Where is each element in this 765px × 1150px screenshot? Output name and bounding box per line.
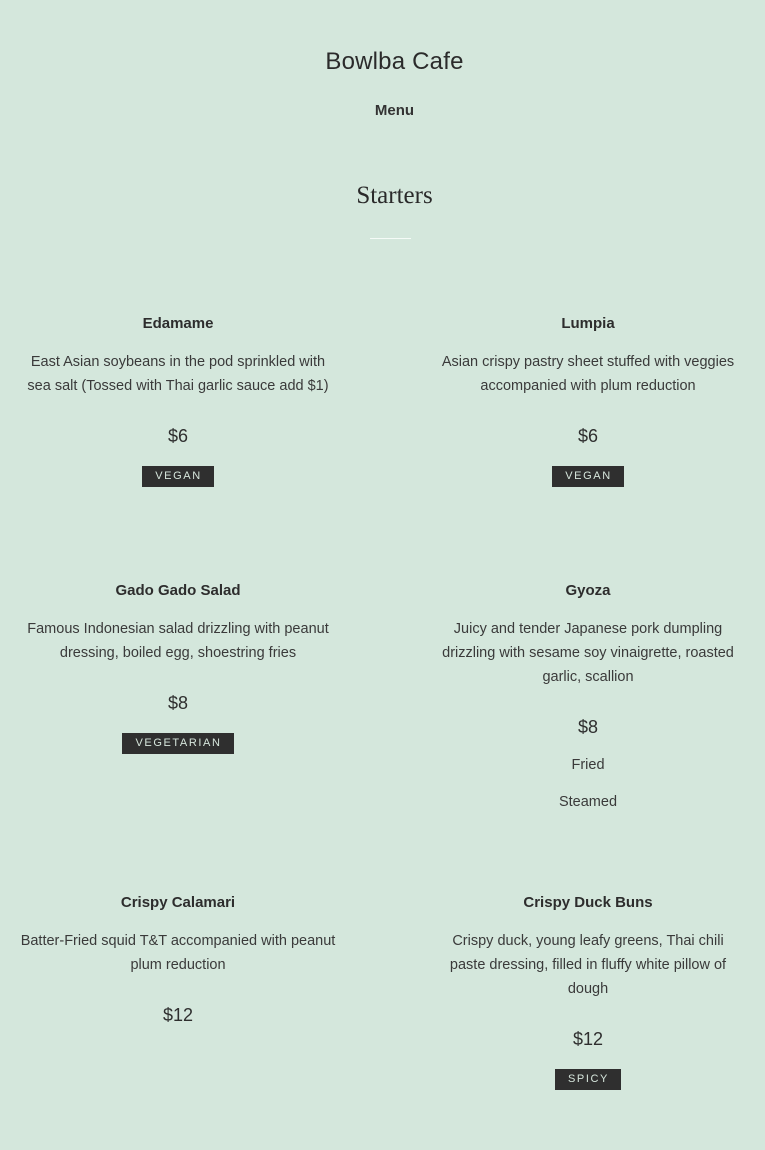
section-divider — [370, 238, 411, 239]
menu-item-crispy-calamari — [20, 893, 336, 1027]
menu-option-fried[interactable]: Fried — [571, 757, 605, 773]
menu-item-price: $8 — [577, 717, 599, 737]
dietary-badge: SPICY — [555, 1069, 621, 1090]
dietary-badge: VEGAN — [142, 466, 214, 487]
menu-item-description: Batter-Fried squid T&T accompanied with peanut plum reduction — [20, 933, 336, 973]
menu-item-name: Gyoza — [565, 582, 611, 599]
brand-title[interactable]: Bowlba Cafe — [325, 48, 464, 75]
dietary-badge: VEGAN — [552, 466, 624, 487]
menu-item-description: Asian crispy pastry sheet stuffed with veggies accompanied with plum reduction — [441, 354, 735, 394]
menu-item-name: Gado Gado Salad — [115, 582, 241, 599]
menu-item-name: Crispy Duck Buns — [523, 894, 653, 911]
menu-item-gyoza — [430, 581, 746, 812]
menu-item-price: $12 — [572, 1029, 604, 1049]
dietary-badge: VEGETARIAN — [122, 733, 233, 754]
menu-item-crispy-duck-buns — [430, 893, 746, 1090]
menu-item-name: Edamame — [142, 315, 214, 332]
menu-item-description: Famous Indonesian salad drizzling with peanut dressing, boiled egg, shoestring fries — [27, 621, 329, 661]
menu-item-price: $8 — [167, 693, 189, 713]
menu-item-name: Lumpia — [561, 315, 615, 332]
menu-option-steamed[interactable]: Steamed — [558, 794, 618, 810]
nav-menu-link[interactable]: Menu — [374, 102, 415, 119]
menu-item-price: $12 — [162, 1005, 194, 1025]
menu-item-description: Crispy duck, young leafy greens, Thai chili paste dressing, filled in fluffy white pillow of dough — [449, 933, 727, 997]
menu-item-description: Juicy and tender Japanese pork dumpling drizzling with sesame soy vinaigrette, roasted garlic, scallion — [442, 621, 734, 685]
section-title: Starters — [356, 182, 433, 209]
menu-item-edamame — [20, 314, 336, 487]
menu-item-name: Crispy Calamari — [120, 894, 236, 911]
menu-item-price: $6 — [577, 426, 599, 446]
menu-item-price: $6 — [167, 426, 189, 446]
menu-item-gado-gado-salad — [20, 581, 336, 754]
menu-item-lumpia — [430, 314, 746, 487]
menu-item-description: East Asian soybeans in the pod sprinkled with sea salt (Tossed with Thai garlic sauce add $1) — [27, 354, 329, 394]
